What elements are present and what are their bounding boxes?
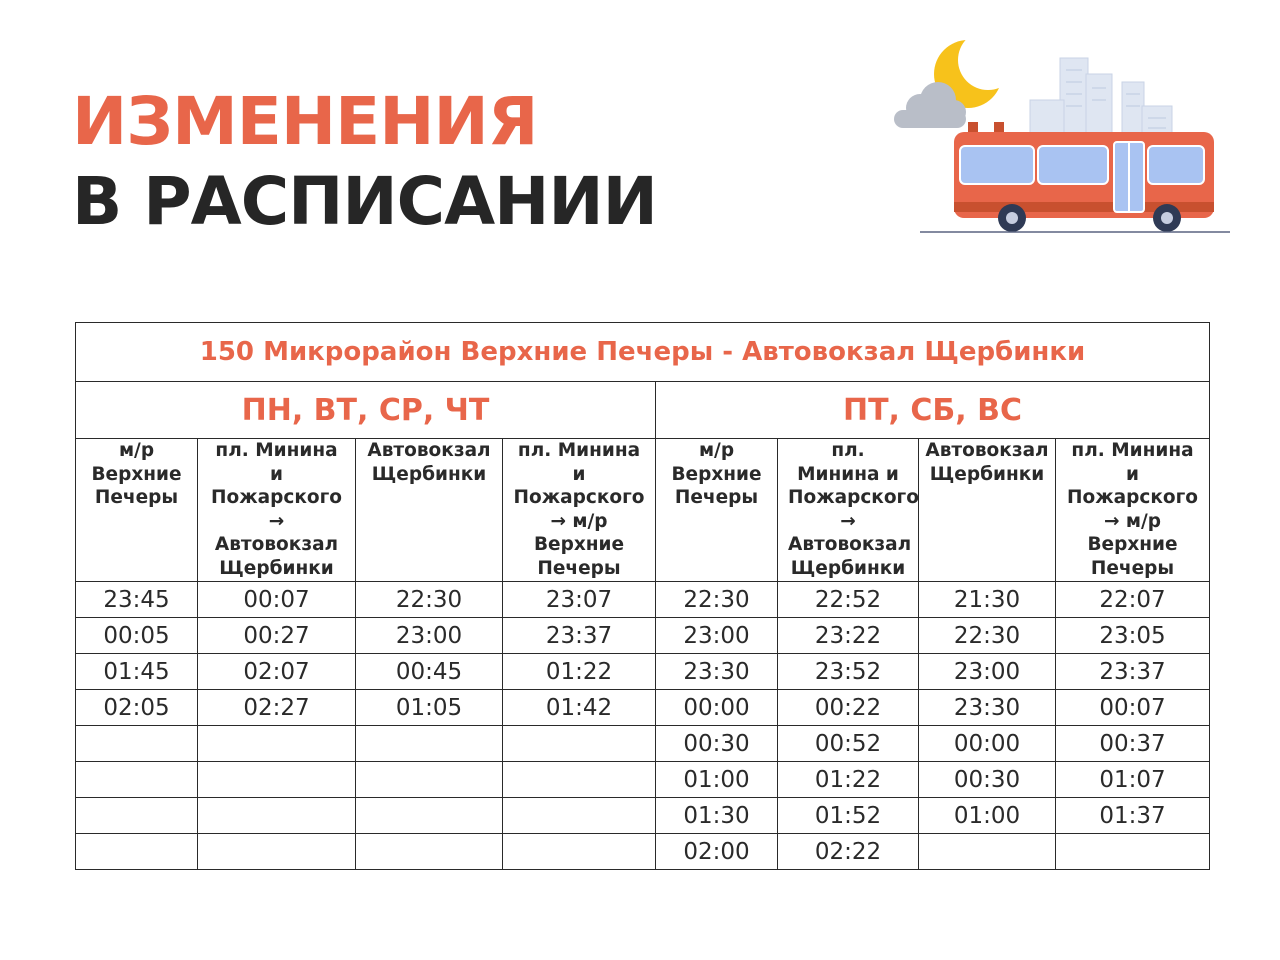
time-cell [1056,834,1210,870]
table-row [76,726,1210,762]
time-cell: 02:27 [198,690,356,726]
time-cell: 01:37 [1056,798,1210,834]
time-cell: 23:37 [1056,654,1210,690]
time-cell: 00:05 [76,618,198,654]
time-cell [356,834,503,870]
time-cell: 00:30 [656,726,778,762]
time-cell: 01:22 [778,762,919,798]
column-header: м/р Верхние Печеры [656,439,778,582]
time-cell: 00:07 [198,582,356,618]
time-cell: 22:52 [778,582,919,618]
time-cell: 23:05 [1056,618,1210,654]
time-cell: 23:37 [503,618,656,654]
column-header: м/р Верхние Печеры [76,439,198,582]
column-header: пл. Минина и Пожарского → Автовокзал Щербинки [198,439,356,582]
time-cell: 00:37 [1056,726,1210,762]
time-cell [198,834,356,870]
column-header: Автовокзал Щербинки [919,439,1056,582]
time-cell: 00:30 [919,762,1056,798]
table-row [76,762,1210,798]
table-row [76,654,1210,690]
time-cell: 01:22 [503,654,656,690]
title-line-2: В РАСПИСАНИИ [72,163,657,240]
column-header-row [76,439,1210,582]
time-cell: 00:07 [1056,690,1210,726]
days-weekdays: ПН, ВТ, СР, ЧТ [76,382,656,439]
time-cell: 01:42 [503,690,656,726]
time-cell: 22:30 [919,618,1056,654]
time-cell [76,726,198,762]
time-cell [356,798,503,834]
time-cell: 01:05 [356,690,503,726]
time-cell [356,762,503,798]
time-cell: 23:07 [503,582,656,618]
column-header: пл. Минина и Пожарского → м/р Верхние Печеры [503,439,656,582]
time-cell [76,834,198,870]
time-cell: 00:00 [656,690,778,726]
time-cell [76,762,198,798]
table-row [76,618,1210,654]
time-cell: 23:30 [656,654,778,690]
table-row [76,834,1210,870]
table-row [76,798,1210,834]
time-cell: 00:00 [919,726,1056,762]
time-cell: 21:30 [919,582,1056,618]
bus-icon [954,122,1214,232]
time-cell: 23:45 [76,582,198,618]
time-cell [76,798,198,834]
time-cell: 02:07 [198,654,356,690]
route-title: 150 Микрорайон Верхние Печеры - Автовокзал Щербинки [76,323,1210,382]
time-cell: 22:30 [656,582,778,618]
time-cell: 00:45 [356,654,503,690]
time-cell: 01:07 [1056,762,1210,798]
time-cell [198,726,356,762]
time-cell: 01:00 [656,762,778,798]
time-cell: 23:22 [778,618,919,654]
time-cell: 23:00 [919,654,1056,690]
column-header: Автовокзал Щербинки [356,439,503,582]
time-cell: 02:22 [778,834,919,870]
time-cell: 00:27 [198,618,356,654]
night-bus-illustration [890,30,1235,240]
time-cell: 00:52 [778,726,919,762]
time-cell: 01:45 [76,654,198,690]
time-cell [198,762,356,798]
time-cell [503,834,656,870]
table-row [76,690,1210,726]
time-cell: 01:30 [656,798,778,834]
days-weekend: ПТ, СБ, ВС [656,382,1210,439]
time-cell [356,726,503,762]
page-title [72,82,657,242]
time-cell [919,834,1056,870]
time-cell: 23:00 [356,618,503,654]
time-cell: 23:00 [656,618,778,654]
column-header: пл. Минина и Пожарского → Автовокзал Щербинки [778,439,919,582]
title-line-1: ИЗМЕНЕНИЯ [72,83,538,160]
time-cell: 23:30 [919,690,1056,726]
column-header: пл. Минина и Пожарского → м/р Верхние Печеры [1056,439,1210,582]
time-cell [503,726,656,762]
table-row [76,582,1210,618]
time-cell [503,798,656,834]
time-cell: 01:52 [778,798,919,834]
time-cell: 22:30 [356,582,503,618]
time-cell [198,798,356,834]
schedule-table [75,322,1210,870]
time-cell: 23:52 [778,654,919,690]
time-cell: 02:00 [656,834,778,870]
time-cell: 00:22 [778,690,919,726]
time-cell: 02:05 [76,690,198,726]
time-cell: 01:00 [919,798,1056,834]
time-cell: 22:07 [1056,582,1210,618]
time-cell [503,762,656,798]
